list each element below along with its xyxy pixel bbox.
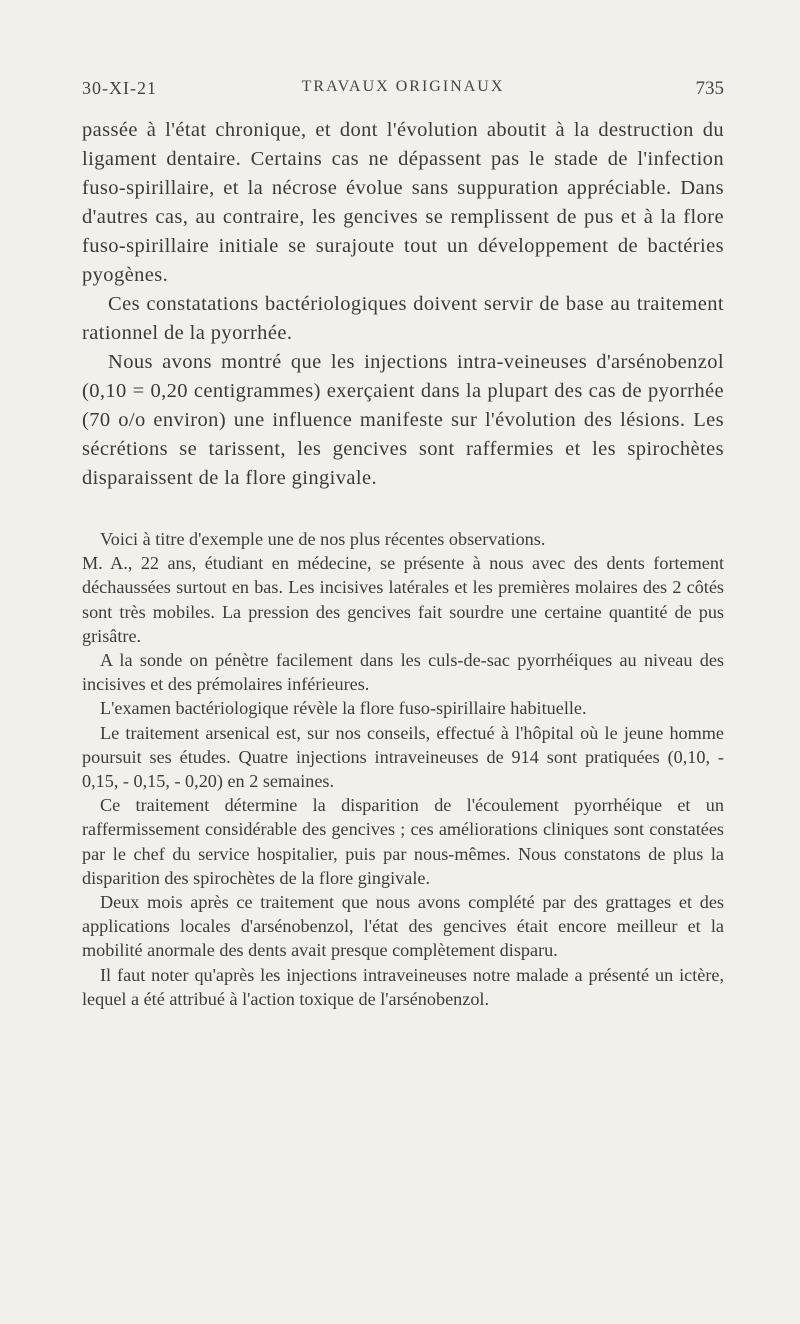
observation-ictere: Il faut noter qu'après les injections intraveineuses notre malade a présenté un ictère, lequel a été attribué à l'action toxique de l'arsénobenzol.: [82, 964, 724, 1009]
running-head: [82, 72, 724, 104]
section-title: TRAVAUX ORIGINAUX: [301, 78, 505, 95]
observation-examen: L'examen bactériologique révèle la flore fuso-spirillaire habituelle.: [100, 698, 587, 719]
observation-intro: Voici à titre d'exemple une de nos plus récentes observations.: [100, 529, 546, 549]
paragraph-injections: Nous avons montré que les injections intra-veineuses d'arsénobenzol (0,10 = 0,20 centigrammes) exerçaient dans la plupart des cas de pyorrhée (70 o/o environ) une influence manifeste sur l'évolution des lésions. Les sécrétions se tarissent, les gencives sont raffermies et les spirochètes disparaissent de la flore gingivale.: [82, 351, 724, 489]
observation-patient: M. A., 22 ans, étudiant en médecine, se présente à nous avec des dents fortement déchaussées surtout en bas. Les incisives latérales et les premières molaires des 2 côtés sont très mobiles. La pression des gencives fait sourdre une certaine quantité de pus grisâtre.: [82, 553, 724, 646]
paragraph-continuation: passée à l'état chronique, et dont l'évolution aboutit à la destruction du ligament dentaire. Certains cas ne dépassent pas le stade de l'infection fuso-spirillaire, et la nécrose évolue sans suppuration appréciable. Dans d'autres cas, au contraire, les gencives se remplissent de pus et à la flore fuso-spirillaire initiale se surajoute tout un développement de bactéries pyogènes.: [82, 119, 724, 286]
issue-date: 30-XI-21: [82, 78, 157, 98]
observation-sonde: A la sonde on pénètre facilement dans les culs-de-sac pyorrhéiques au niveau des incisives et des prémolaires inférieures.: [82, 650, 724, 695]
page-number: 735: [695, 78, 724, 99]
observation-deux-mois: Deux mois après ce traitement que nous avons complété par des grattages et des applications locales d'arsénobenzol, l'état des gencives était encore meilleur et la mobilité anormale des dents avait presque complètement disparu.: [82, 892, 724, 961]
observation-section: [82, 527, 724, 1011]
main-text: [82, 116, 724, 493]
paragraph-constatations: Ces constatations bactériologiques doivent servir de base au traitement rationnel de la pyorrhée.: [82, 293, 724, 344]
observation-resultat: Ce traitement détermine la disparition de l'écoulement pyorrhéique et un raffermissement considérable des gencives ; ces améliorations cliniques sont constatées par le chef du service hospitalier, puis par nous-mêmes. Nous constatons de plus la disparition des spirochètes de la flore gingivale.: [82, 795, 724, 888]
book-page: [82, 72, 724, 1011]
observation-traitement: Le traitement arsenical est, sur nos conseils, effectué à l'hôpital où le jeune homme poursuit ses études. Quatre injections intraveineuses de 914 sont pratiquées (0,10, - 0,15, - 0,15, - 0,20) en 2 semaines.: [82, 722, 724, 792]
